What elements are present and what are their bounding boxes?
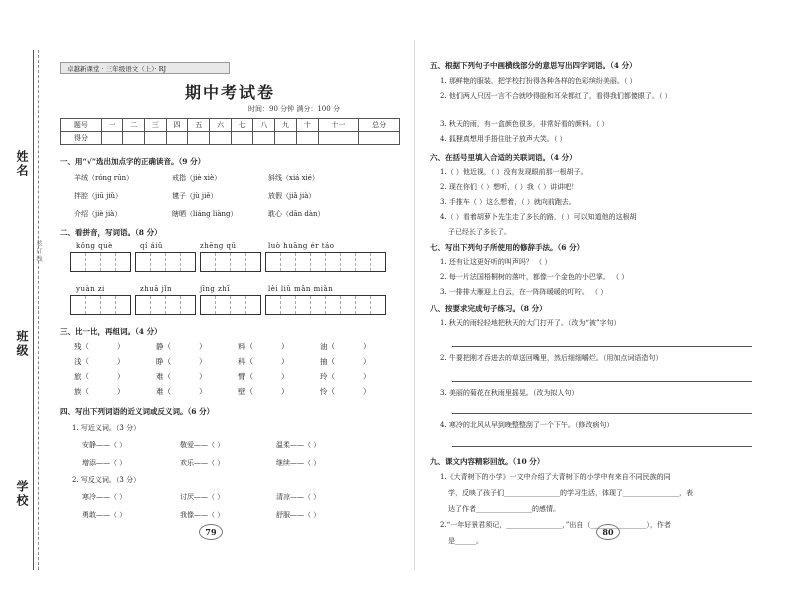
pinyin-label: lèi liǔ mǎn miàn bbox=[268, 285, 334, 293]
score-input-cell[interactable] bbox=[145, 132, 167, 145]
score-table bbox=[60, 118, 400, 145]
compare-item[interactable]: 科（ ） bbox=[238, 357, 289, 366]
s7-item[interactable]: 2. 每一片法国梧桐树的落叶，都像一个金色的小巴掌。 （ ） bbox=[440, 273, 629, 281]
page-divider bbox=[414, 40, 415, 570]
section-8-heading: 八、按要求完成句子练习。（8 分） bbox=[430, 304, 547, 313]
compare-item[interactable]: 浅（ ） bbox=[74, 357, 125, 366]
score-value-row bbox=[61, 132, 400, 145]
s1-item[interactable]: 羊绒（róng rūn） bbox=[74, 174, 134, 182]
s8-item: 2. 牛要把刚才吞进去的草送回嘴里，然后细细嚼烂。（用加点词语造句） bbox=[440, 354, 663, 362]
s1-item[interactable]: 介绍（jiè jià） bbox=[74, 210, 122, 218]
score-label-cell: 得分 bbox=[61, 132, 102, 145]
score-input-cell[interactable] bbox=[359, 132, 400, 145]
score-input-cell[interactable] bbox=[101, 132, 123, 145]
s1-item[interactable]: 戒指（jiè xiè） bbox=[172, 174, 222, 182]
writing-box[interactable] bbox=[265, 295, 386, 315]
antonym-item[interactable]: 舒服——（ ） bbox=[276, 511, 321, 519]
answer-line[interactable] bbox=[452, 413, 752, 414]
synonym-item[interactable]: 温柔——（ ） bbox=[276, 441, 321, 449]
compare-row bbox=[74, 341, 400, 356]
score-input-cell[interactable] bbox=[210, 132, 232, 145]
s9-item-cont[interactable]: 是______。 bbox=[448, 537, 483, 545]
synonym-item[interactable]: 欢乐——（ ） bbox=[180, 459, 225, 467]
section-9-heading: 九、课文内容精彩回放。（10 分） bbox=[430, 457, 545, 466]
s8-item: 3. 美丽的菊花在秋雨里摇晃。（改为拟人句） bbox=[440, 389, 579, 397]
score-header-cell: 二 bbox=[123, 119, 145, 132]
score-input-cell[interactable] bbox=[166, 132, 188, 145]
score-input-cell[interactable] bbox=[318, 132, 359, 145]
score-header-cell: 题号 bbox=[61, 119, 102, 132]
s1-item[interactable]: 放假（jiǎ jià） bbox=[268, 192, 316, 200]
s6-item-cont: 子已经长了多长了。 bbox=[448, 228, 511, 236]
cut-text: 装 订 线 bbox=[35, 240, 42, 262]
score-header-cell: 九 bbox=[275, 119, 297, 132]
section-6-heading: 六、在括号里填入合适的关联词语。（4 分） bbox=[430, 153, 577, 162]
s8-item: 1. 秋天的雨轻轻地把秋天的大门打开了。（改为“被”字句） bbox=[440, 319, 621, 327]
s8-item: 4. 寒冷的北风从早到晚整整刮了一个下午。（修改病句） bbox=[440, 421, 614, 429]
compare-item[interactable]: 难（ ） bbox=[156, 387, 207, 396]
answer-line[interactable] bbox=[452, 381, 752, 382]
writing-box[interactable] bbox=[135, 295, 196, 315]
page-number-left: 79 bbox=[199, 524, 223, 540]
compare-item[interactable]: 族（ ） bbox=[74, 387, 125, 396]
score-input-cell[interactable] bbox=[296, 132, 318, 145]
compare-item[interactable]: 睁（ ） bbox=[156, 357, 207, 366]
binding-line bbox=[33, 50, 34, 570]
s1-item[interactable]: 瞎晒（liáng liàng） bbox=[172, 210, 238, 218]
antonym-item[interactable]: 勇敢——（ ） bbox=[82, 511, 127, 519]
compare-item[interactable]: 油（ ） bbox=[320, 342, 371, 351]
synonym-item[interactable]: 继续——（ ） bbox=[276, 459, 321, 467]
s7-item[interactable]: 3. 一排排大雁迎上白云，在一阵阵暖暖的叮咛。 （ ） bbox=[440, 288, 608, 296]
writing-box[interactable] bbox=[135, 252, 196, 272]
pinyin-label: luò huāng ér táo bbox=[268, 242, 335, 250]
section-7-heading: 七、写出下列句子所使用的修辞手法。（6 分） bbox=[430, 243, 585, 252]
s4-sub-heading: 1. 写近义词。（3 分） bbox=[72, 424, 141, 432]
s6-item[interactable]: 4.（ ）看着胡萝卜先生走了多长的路，（ ）可以知道他的这根胡 bbox=[440, 213, 637, 221]
exam-title: 期中考试卷 bbox=[184, 83, 275, 102]
compare-item[interactable]: 抽（ ） bbox=[320, 357, 371, 366]
antonym-item[interactable]: 我像——（ ） bbox=[180, 511, 225, 519]
compare-item[interactable]: 怜（ ） bbox=[320, 387, 371, 396]
s9-item[interactable]: 2.“一年好景君须记，________________，”出自（________________），作者 bbox=[440, 521, 671, 529]
section-1-heading: 一、用“√”选出加点字的正确读音。（9 分） bbox=[60, 157, 206, 166]
class-label: 班级 bbox=[15, 330, 29, 358]
synonym-item[interactable]: 安静——（ ） bbox=[82, 441, 127, 449]
synonym-item[interactable]: 敬爱——（ ） bbox=[180, 441, 225, 449]
page-number-right: 80 bbox=[596, 524, 620, 540]
section-5-heading: 五、根据下列句子中画横线部分的意思写出四字词语。（4 分） bbox=[430, 61, 637, 70]
writing-box-row bbox=[70, 295, 386, 315]
score-header-cell: 十一 bbox=[318, 119, 359, 132]
antonym-item[interactable]: 寒冷——（ ） bbox=[82, 493, 127, 501]
compare-item[interactable]: 料（ ） bbox=[238, 342, 289, 351]
s9-item-cont[interactable]: 达了作者________________的感情。 bbox=[448, 505, 560, 513]
s7-item[interactable]: 1. 还有让这更好听的叫声吗？ （ ） bbox=[440, 258, 552, 266]
compare-grid bbox=[74, 341, 400, 401]
compare-row bbox=[74, 386, 400, 401]
pinyin-label: jīng zhī bbox=[200, 285, 231, 293]
pinyin-label: yuàn zi bbox=[76, 285, 105, 293]
score-input-cell[interactable] bbox=[275, 132, 297, 145]
s6-item[interactable]: 2. 现在你们（ ）想听，（ ）我（ ）讲讲吧！ bbox=[440, 183, 579, 191]
section-4-heading: 四、写出下列词语的近义词或反义词。（6 分） bbox=[60, 407, 215, 416]
pinyin-label: kǒng què bbox=[76, 242, 113, 250]
writing-box[interactable] bbox=[70, 295, 131, 315]
score-input-cell[interactable] bbox=[188, 132, 210, 145]
score-header-cell: 八 bbox=[253, 119, 275, 132]
name-label: 姓名 bbox=[15, 150, 29, 178]
s1-item[interactable]: 耽心（dān dàn） bbox=[268, 210, 325, 218]
school-label: 学校 bbox=[15, 480, 29, 508]
pinyin-label: qí áiǔ bbox=[140, 242, 163, 250]
writing-box[interactable] bbox=[265, 252, 386, 272]
answer-line[interactable] bbox=[452, 446, 752, 447]
compare-item[interactable]: 旅（ ） bbox=[74, 372, 125, 381]
binding-margin bbox=[0, 0, 44, 589]
score-header-row bbox=[61, 119, 400, 132]
s5-item[interactable]: 4. 狐狸真想用手捂住肚子放声大笑。（ ） bbox=[440, 135, 567, 143]
writing-box[interactable] bbox=[70, 252, 131, 272]
score-header-cell: 一 bbox=[101, 119, 123, 132]
writing-box[interactable] bbox=[200, 252, 261, 272]
score-header-cell: 五 bbox=[188, 119, 210, 132]
antonym-item[interactable]: 清凉——（ ） bbox=[276, 493, 321, 501]
s1-item[interactable]: 毽子（jù jiě） bbox=[172, 192, 218, 200]
time-info: 时间：90 分钟 满分：100 分 bbox=[248, 105, 340, 113]
antonym-item[interactable]: 讨厌——（ ） bbox=[180, 493, 225, 501]
score-header-cell: 六 bbox=[210, 119, 232, 132]
score-header-cell: 七 bbox=[231, 119, 253, 132]
s5-item[interactable]: 3. 秋天的雨，有一盒颜色很多，非常好看的颜料。（ ） bbox=[440, 120, 609, 128]
section-2-heading: 二、看拼音，写词语。（8 分） bbox=[60, 228, 162, 237]
compare-item[interactable]: 玲（ ） bbox=[320, 372, 371, 381]
s1-item[interactable]: 斜线（xiá xié） bbox=[268, 174, 319, 182]
score-input-cell[interactable] bbox=[231, 132, 253, 145]
compare-item[interactable]: 难（ ） bbox=[156, 372, 207, 381]
score-header-cell: 总分 bbox=[359, 119, 400, 132]
score-input-cell[interactable] bbox=[253, 132, 275, 145]
s6-item[interactable]: 3. 手推车（ ）这么想着，（ ）就向前跑去。 bbox=[440, 198, 576, 206]
pinyin-label: zhēng qū bbox=[200, 242, 237, 250]
compare-row bbox=[74, 371, 400, 386]
synonym-item[interactable]: 增添——（ ） bbox=[82, 459, 127, 467]
s9-item-cont[interactable]: 学，反映了孩子们________________的学习生活，体现了________________，表 bbox=[448, 489, 693, 497]
s4-sub-heading: 2. 写反义词。（3 分） bbox=[72, 476, 141, 484]
series-banner: 卓越新课堂 · 三年级语文（上）· RJ bbox=[60, 62, 230, 74]
compare-item[interactable]: 壁（ ） bbox=[238, 387, 289, 396]
s6-item[interactable]: 1.（ ）他近视，（ ）没有发现眼前那一根胡子。 bbox=[440, 168, 588, 176]
s1-item[interactable]: 拌腔（jiū jiǔ） bbox=[74, 192, 123, 200]
cut-line bbox=[38, 50, 39, 570]
compare-row bbox=[74, 356, 400, 371]
score-header-cell: 四 bbox=[166, 119, 188, 132]
score-header-cell: 三 bbox=[145, 119, 167, 132]
writing-box[interactable] bbox=[200, 295, 261, 315]
s5-item[interactable]: 1. 那鲜艳的服装，把学校打扮得各种各样的色彩缤纷美丽。（ ） bbox=[440, 77, 637, 85]
compare-item[interactable]: 静（ ） bbox=[156, 342, 207, 351]
s5-item[interactable]: 2. 他们两人只因一言不合就吵得脸和耳朵都红了，看得我们都傻眼了。（ ） bbox=[440, 92, 672, 100]
s9-item[interactable]: 1.《大青树下的小学》一文中介绍了大青树下的小学中有来自不同民族的同 bbox=[440, 473, 671, 481]
writing-box-row bbox=[70, 252, 386, 272]
score-header-cell: 十 bbox=[296, 119, 318, 132]
score-input-cell[interactable] bbox=[123, 132, 145, 145]
compare-item[interactable]: 臂（ ） bbox=[238, 372, 289, 381]
answer-line[interactable] bbox=[452, 346, 752, 347]
compare-item[interactable]: 残（ ） bbox=[74, 342, 125, 351]
section-3-heading: 三、比一比，再组词。（4 分） bbox=[60, 327, 162, 336]
pinyin-label: zhuā jǐn bbox=[140, 285, 173, 293]
